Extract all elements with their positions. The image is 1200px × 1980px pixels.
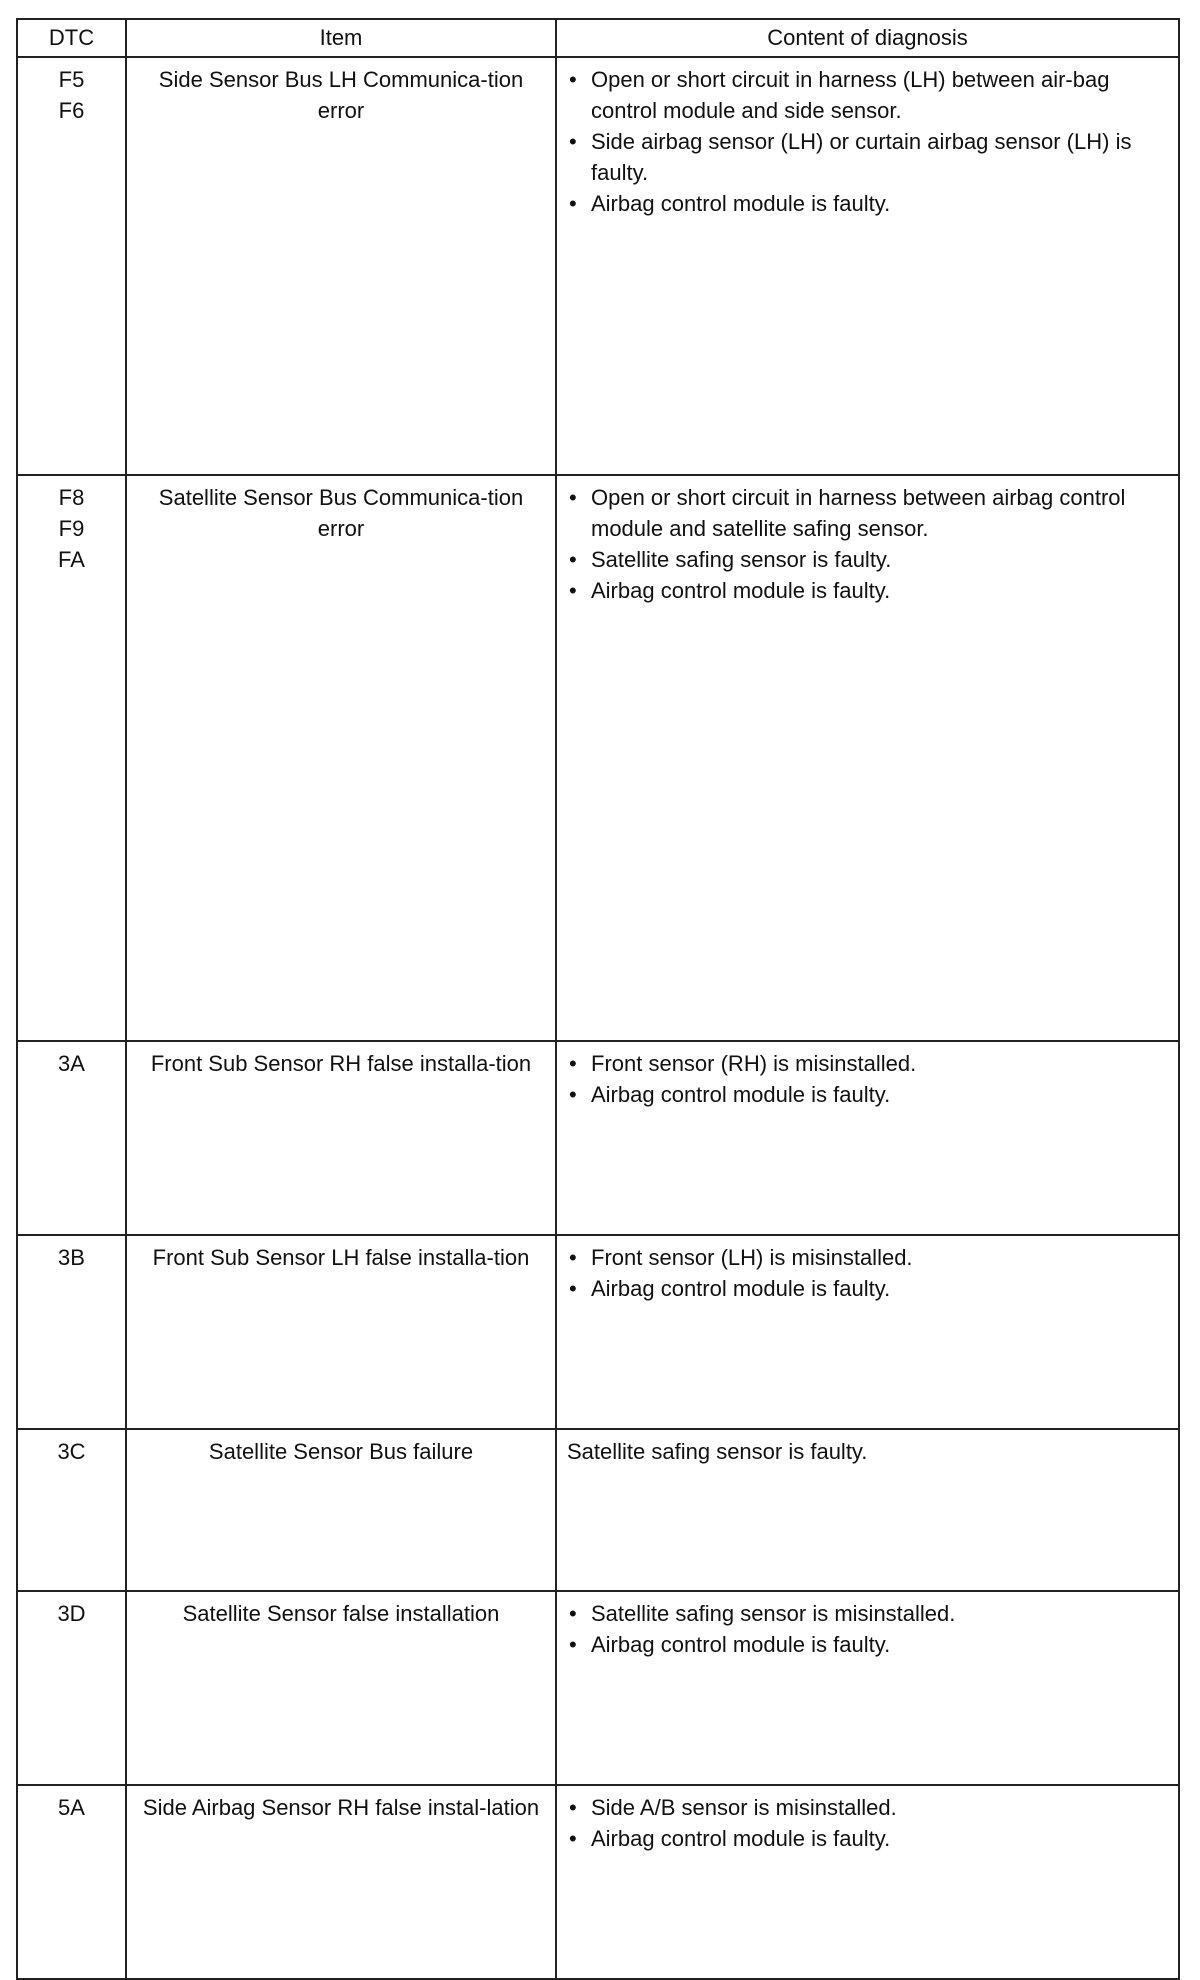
- bullet-icon: •: [569, 1795, 577, 1820]
- list-item: • Airbag control module is faulty.: [567, 1823, 1168, 1854]
- dtc-codes-cell: [17, 1041, 126, 1235]
- dtc-diagnosis-table: [16, 18, 1180, 1980]
- dtc-codes-cell: [17, 57, 126, 475]
- content-cell: [556, 1235, 1179, 1429]
- bullet-icon: •: [569, 1051, 577, 1076]
- table-row: [17, 1785, 1179, 1979]
- table-row: [17, 1591, 1179, 1785]
- table-row: [17, 57, 1179, 475]
- content-cell: [556, 475, 1179, 1041]
- bullet-icon: •: [569, 1601, 577, 1626]
- content-cell: [556, 1429, 1179, 1591]
- content-cell: [556, 1785, 1179, 1979]
- bullet-icon: •: [569, 129, 577, 154]
- list-item: • Side airbag sensor (LH) or curtain airbag sensor (LH) is faulty.: [567, 126, 1168, 188]
- table-row: [17, 1235, 1179, 1429]
- list-item: • Satellite safing sensor is misinstalled.: [567, 1598, 1168, 1629]
- list-item: • Open or short circuit in harness between airbag control module and satellite safing sensor.: [567, 482, 1168, 544]
- item-cell: Satellite Sensor false installation: [126, 1591, 556, 1785]
- item-cell: Side Airbag Sensor RH false instal-lation: [126, 1785, 556, 1979]
- item-cell: Satellite Sensor Bus failure: [126, 1429, 556, 1591]
- dtc-code: 3B: [58, 1245, 85, 1270]
- dtc-codes-cell: [17, 1785, 126, 1979]
- dtc-codes-cell: [17, 1429, 126, 1591]
- list-item: • Side A/B sensor is misinstalled.: [567, 1792, 1168, 1823]
- dtc-code: F8: [58, 485, 85, 510]
- dtc-codes-cell: [17, 475, 126, 1041]
- header-dtc: DTC: [17, 19, 126, 57]
- list-item: • Airbag control module is faulty.: [567, 188, 1168, 219]
- bullet-icon: •: [569, 1632, 577, 1657]
- list-item: • Front sensor (LH) is misinstalled.: [567, 1242, 1168, 1273]
- content-text: Satellite safing sensor is faulty.: [567, 1439, 868, 1464]
- content-cell: [556, 57, 1179, 475]
- dtc-codes-cell: [17, 1591, 126, 1785]
- bullet-icon: •: [569, 67, 577, 92]
- list-item: • Satellite safing sensor is faulty.: [567, 544, 1168, 575]
- list-item: • Front sensor (RH) is misinstalled.: [567, 1048, 1168, 1079]
- bullet-icon: •: [569, 191, 577, 216]
- bullet-icon: •: [569, 578, 577, 603]
- bullet-icon: •: [569, 1245, 577, 1270]
- table-row: [17, 1041, 1179, 1235]
- dtc-code: F6: [58, 98, 85, 123]
- bullet-icon: •: [569, 1276, 577, 1301]
- item-cell: Front Sub Sensor RH false installa-tion: [126, 1041, 556, 1235]
- list-item: • Airbag control module is faulty.: [567, 575, 1168, 606]
- table-row: [17, 1429, 1179, 1591]
- dtc-code: F5: [58, 67, 85, 92]
- bullet-icon: •: [569, 485, 577, 510]
- list-item: • Open or short circuit in harness (LH) between air-bag control module and side sensor.: [567, 64, 1168, 126]
- header-content: Content of diagnosis: [556, 19, 1179, 57]
- bullet-icon: •: [569, 547, 577, 572]
- item-cell: Side Sensor Bus LH Communica-tion error: [126, 57, 556, 475]
- dtc-code: 3C: [57, 1439, 86, 1464]
- dtc-code: F9: [58, 516, 85, 541]
- content-cell: [556, 1041, 1179, 1235]
- item-cell: Front Sub Sensor LH false installa-tion: [126, 1235, 556, 1429]
- dtc-code: 5A: [58, 1795, 85, 1820]
- dtc-code: FA: [58, 547, 85, 572]
- bullet-icon: •: [569, 1826, 577, 1851]
- item-cell: Satellite Sensor Bus Communica-tion error: [126, 475, 556, 1041]
- dtc-code: 3A: [58, 1051, 85, 1076]
- bullet-icon: •: [569, 1082, 577, 1107]
- header-item: Item: [126, 19, 556, 57]
- list-item: • Airbag control module is faulty.: [567, 1079, 1168, 1110]
- table-row: [17, 475, 1179, 1041]
- dtc-codes-cell: [17, 1235, 126, 1429]
- content-cell: [556, 1591, 1179, 1785]
- table-header-row: [17, 19, 1179, 57]
- list-item: • Airbag control module is faulty.: [567, 1629, 1168, 1660]
- list-item: • Airbag control module is faulty.: [567, 1273, 1168, 1304]
- dtc-code: 3D: [57, 1601, 86, 1626]
